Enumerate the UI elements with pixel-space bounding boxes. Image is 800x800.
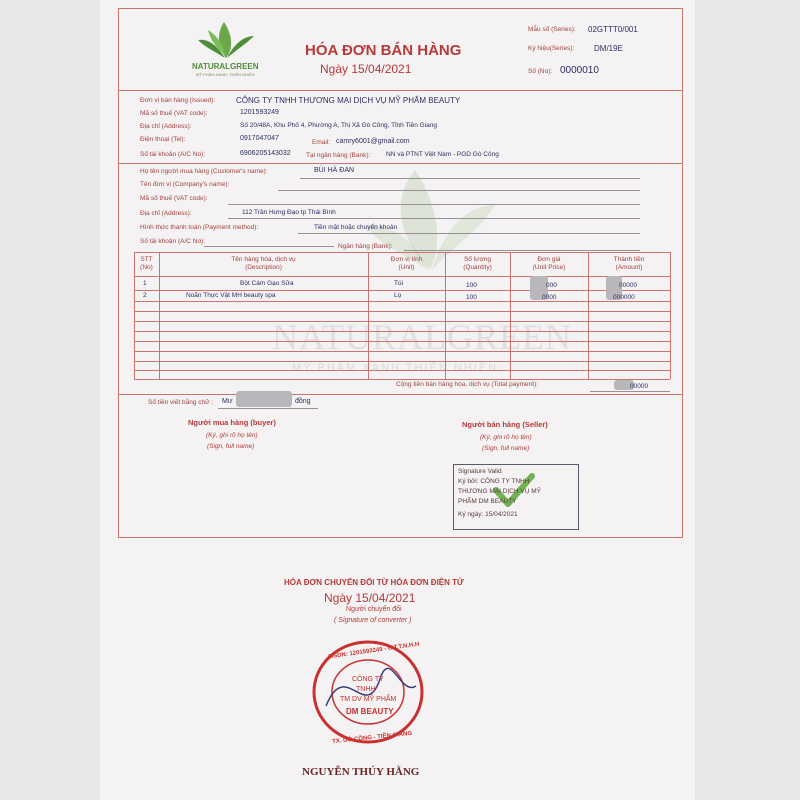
seller-account-label: Số tài khoản (A/C No): [140,151,206,158]
signature-valid-line2: THƯƠNG MẠI DỊCH VỤ MỸ [458,488,541,495]
signature-valid-title: Signature Valid [458,468,502,475]
header-no: STT (No) [140,256,153,271]
brand-tagline: MỸ PHẨM XANH, THIÊN NHIÊN [196,72,255,77]
words-end: đồng [295,398,311,405]
seller-address-label: Địa chỉ (Address): [140,123,192,130]
row1-price: 000 [546,282,557,289]
signature-valid-date: Ký ngày: 15/04/2021 [458,511,518,518]
seller-email: camry6001@gmail.com [336,138,410,145]
signer-name: NGUYỄN THÚY HẰNG [302,766,420,778]
seller-phone-label: Điện thoại (Tel): [140,136,186,143]
series-label: Mẫu số (Series): [528,26,576,33]
seller-bank-label: Tại ngân hàng (Bank): [306,152,371,159]
symbol-value: DM/19E [594,44,623,53]
row2-qty: 100 [466,294,477,301]
row1-no: 1 [143,280,147,287]
buyer-payment: Tiền mặt hoặc chuyển khoản [314,224,398,231]
buyer-name: BÙI HÀ ĐAN [314,167,355,174]
row1-desc: Bột Cám Gạo Sữa [240,280,294,287]
stamp-ring-top: MSDN: 1201593249 - C.T.T.N.H.H [328,641,420,661]
header-unit: Đơn vị tính (Unit) [390,256,423,271]
brand-name: NATURALGREEN [192,62,259,71]
signature-valid-line1: Ký bởi: CÔNG TY TNHH [458,478,530,485]
row2-price: 0000 [542,294,557,301]
header-amount: Thành tiền (Amount) [613,256,645,271]
stamp-line2: TNHH [356,686,376,693]
buyer-name-label: Họ tên người mua hàng (Customer's name): [140,168,268,175]
number-value: 0000010 [560,65,599,76]
row1-unit: Túi [394,280,404,287]
seller-email-label: Email: [312,139,331,146]
invoice-date: Ngày 15/04/2021 [320,62,412,76]
invoice-frame [118,8,683,538]
buyer-signature-title: Người mua hàng (buyer) [188,418,276,427]
signature-valid-line3: PHẨM DM BEAUTY [458,498,517,505]
seller-name-label: Đơn vị bán hàng (Issued): [140,97,216,104]
buyer-bank-label: Ngân hàng (Bank): [338,243,393,250]
natural-green-logo-icon [196,20,256,60]
stamp-line3: TM DV MỸ PHẨM [340,696,397,703]
header-unit-price: Đơn giá (Unit Price) [532,256,566,271]
seller-signature-title: Người bán hàng (Seller) [462,420,548,429]
buyer-signature-note1: (Ký, ghi rõ họ tên) [206,432,258,439]
row2-amount: 000000 [613,294,635,301]
seller-name: CÔNG TY TNHH THƯƠNG MẠI DỊCH VỤ MỸ PHẨM BEAUTY [236,96,461,105]
row2-unit: Lọ [394,292,402,299]
row2-no: 2 [143,292,147,299]
row2-desc: Noãn Thực Vật MH beauty spa [186,292,276,299]
buyer-address: 112 Trần Hưng Đạo tp Thái Bình [242,209,336,216]
seller-signature-note2: (Sign, full name) [482,445,530,452]
seller-account: 6906205143032 [240,150,291,157]
row1-amount: 00000 [619,282,638,289]
seller-signature-note1: (Ký, ghi rõ họ tên) [480,434,532,441]
total-label: Cộng tiền bán hàng hóa, dịch vụ (Total payment): [396,381,539,388]
invoice-title: HÓA ĐƠN BÁN HÀNG [305,42,462,59]
number-label: Số (No): [528,68,553,75]
total-value: 00000 [630,383,649,390]
seller-tax-label: Mã số thuế (VAT code): [140,110,208,117]
stamp-line1: CÔNG TY [352,676,384,683]
words-label: Số tiền viết bằng chữ : [148,399,214,406]
header-description: Tên hàng hóa, dịch vụ (Description) [231,256,296,271]
buyer-account-label: Số tài khoản (A/C No): [140,238,206,245]
words-start: Mư [222,398,233,405]
seller-address: Số 20/48A, Khu Phố 4, Phường A, Thị Xã Gò Công, Tỉnh Tiền Giang [240,122,437,129]
watermark-brand: NATURALGREEN [272,317,572,357]
converter-date: Ngày 15/04/2021 [324,591,416,605]
buyer-tax-label: Mã số thuế (VAT code): [140,195,208,202]
stamp-ring-bottom: TX. GÒ CÔNG - TIỀN GIANG [331,730,413,746]
buyer-address-label: Địa chỉ (Address): [140,210,192,217]
buyer-company-label: Tên đơn vị (Company's name): [140,181,230,188]
redacted-words [236,391,292,407]
converter-line2: ( Signature of converter ) [334,617,412,624]
watermark-tagline: MỸ PHẨM XANH THIÊN NHIÊN [292,362,499,374]
stamp-line4: DM BEAUTY [346,707,394,716]
converter-title: HÓA ĐƠN CHUYỂN ĐỔI TỪ HÓA ĐƠN ĐIỆN TỬ [284,578,464,587]
header-quantity: Số lượng (Quantity) [463,256,492,271]
row1-qty: 100 [466,282,477,289]
buyer-signature-note2: (Sign, full name) [207,443,255,450]
series-value: 02GTTT0/001 [588,25,638,34]
buyer-payment-label: Hình thức thanh toán (Payment method): [140,224,259,231]
converter-line1: Người chuyển đổi [346,606,402,613]
seller-bank: NN và PTNT Việt Nam - PGD Gò Công [386,151,499,158]
seller-phone: 0917047047 [240,135,279,142]
symbol-label: Ký hiệu(Series): [528,45,575,52]
seller-tax: 1201593249 [240,109,279,116]
